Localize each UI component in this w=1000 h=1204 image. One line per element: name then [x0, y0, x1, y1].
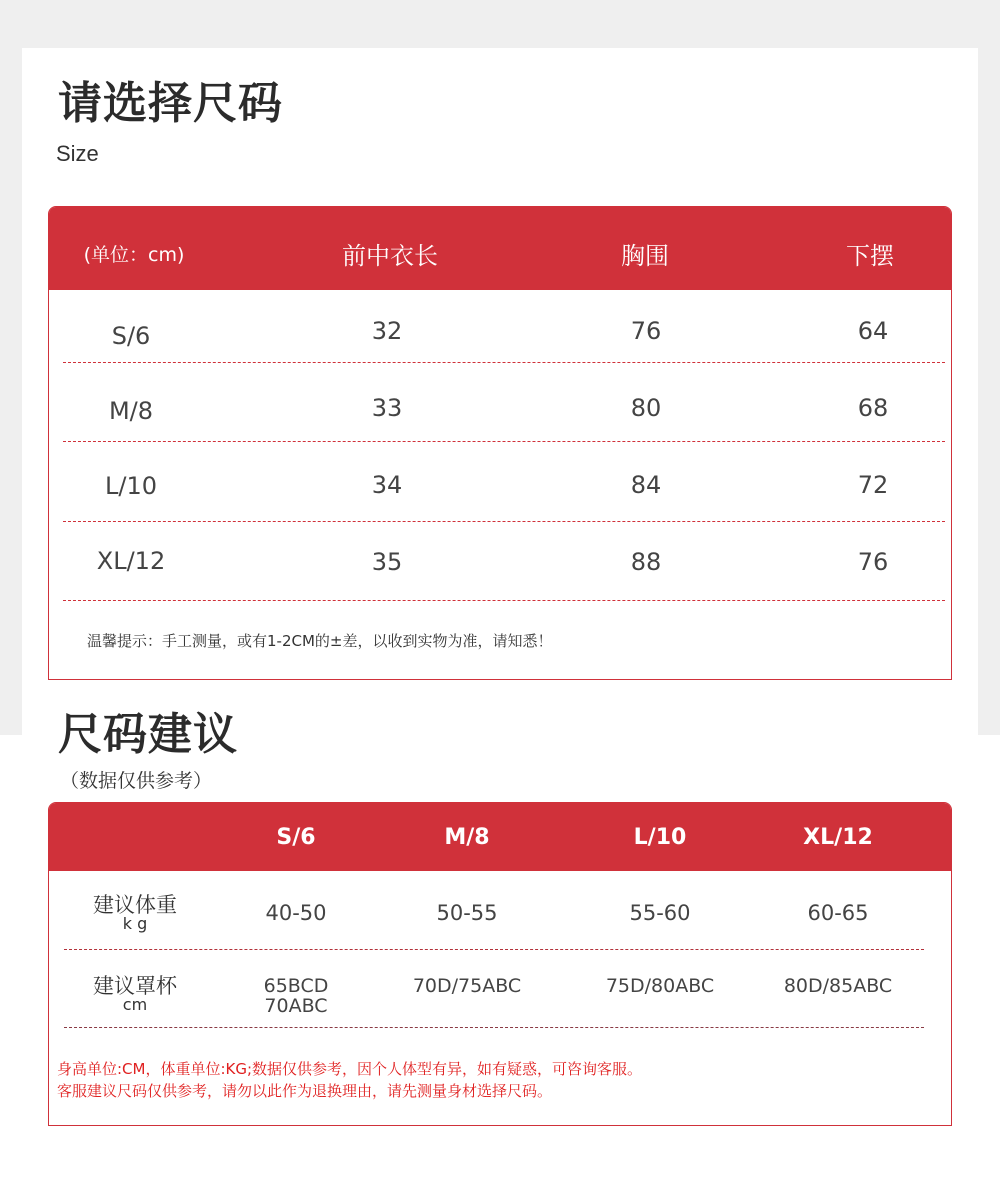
header-size-s: S/6: [276, 825, 316, 850]
cup-value: 70D/75ABC: [412, 975, 522, 997]
header-hem: 下摆: [846, 242, 894, 270]
size-label: S/6: [111, 322, 151, 350]
front-length-value: 33: [371, 394, 403, 422]
weight-label: 建议体重: [93, 893, 177, 917]
header-size-l: L/10: [633, 825, 687, 850]
weight-value: 55-60: [629, 901, 691, 925]
cup-label: 建议罩杯: [93, 974, 177, 998]
measure-tip: 温馨提示：手工测量，或有1-2CM的±差，以收到实物为准，请知悉！: [87, 632, 553, 650]
hem-value: 76: [857, 548, 889, 576]
weight-value: 40-50: [265, 901, 327, 925]
row-divider: [63, 441, 945, 442]
header-size-m: M/8: [444, 825, 490, 850]
size-label: XL/12: [96, 547, 166, 575]
unit-note: 身高单位:CM，体重单位:KG;数据仅供参考，因个人体型有异，如有疑惑，可咨询客服。: [57, 1060, 643, 1078]
cup-value: 70ABC: [264, 995, 328, 1017]
hem-value: 64: [857, 317, 889, 345]
suggest-table-header: [49, 803, 951, 871]
size-table-header: [49, 207, 951, 290]
row-divider: [63, 362, 945, 363]
weight-value: 60-65: [807, 901, 869, 925]
row-divider: [63, 600, 945, 601]
bust-value: 88: [630, 548, 662, 576]
disclaimer-note: 客服建议尺码仅供参考，请勿以此作为退换理由，请先测量身材选择尺码。: [57, 1082, 553, 1100]
size-label: M/8: [108, 397, 154, 425]
size-subtitle: Size: [56, 141, 99, 166]
size-label: L/10: [105, 472, 157, 500]
cup-unit: cm: [122, 995, 148, 1014]
bust-value: 80: [630, 394, 662, 422]
cup-value: 65BCD: [263, 975, 329, 997]
front-length-value: 34: [371, 471, 403, 499]
bust-value: 76: [630, 317, 662, 345]
suggest-subtitle: （数据仅供参考）: [60, 770, 213, 792]
row-divider: [63, 521, 945, 522]
header-unit: (单位：cm): [83, 244, 185, 266]
front-length-value: 32: [371, 317, 403, 345]
row-divider: [64, 949, 924, 950]
header-size-xl: XL/12: [803, 825, 873, 850]
suggest-title: 尺码建议: [58, 709, 238, 760]
bust-value: 84: [630, 471, 662, 499]
hem-value: 68: [857, 394, 889, 422]
cup-value: 75D/80ABC: [605, 975, 715, 997]
weight-value: 50-55: [436, 901, 498, 925]
size-table: [48, 206, 952, 680]
header-bust: 胸围: [621, 242, 669, 270]
suggest-table: [48, 802, 952, 1126]
header-front-length: 前中衣长: [342, 242, 438, 270]
front-length-value: 35: [371, 548, 403, 576]
weight-unit: k g: [122, 914, 148, 933]
row-divider: [64, 1027, 924, 1028]
size-title: 请选择尺码: [58, 78, 283, 129]
cup-value: 80D/85ABC: [783, 975, 893, 997]
hem-value: 72: [857, 471, 889, 499]
